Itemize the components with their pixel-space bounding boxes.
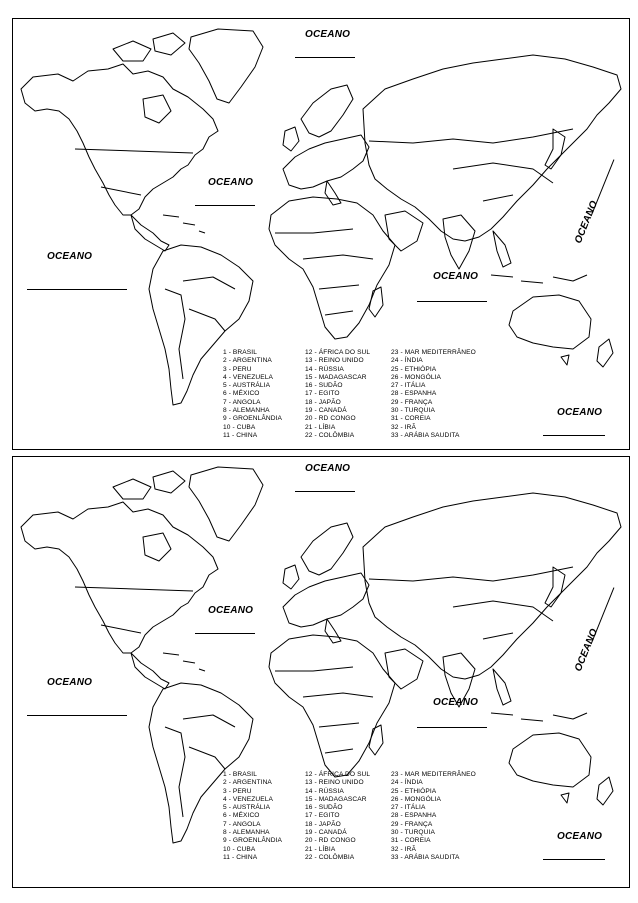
- legend-column-3: [391, 771, 476, 862]
- legend-item: 5 - AUSTRÁLIA: [223, 382, 271, 390]
- arctic-islands: [113, 471, 185, 499]
- legend-item: 24 - ÍNDIA: [391, 357, 423, 365]
- answer-line-indian[interactable]: [417, 727, 487, 728]
- legend-item: 11 - CHINA: [223, 431, 258, 439]
- legend-item: 29 - FRANÇA: [391, 398, 433, 406]
- map-worksheet-top: [12, 18, 630, 450]
- answer-line-pacific-east[interactable]: [27, 289, 127, 290]
- answer-line-southern[interactable]: [543, 859, 605, 860]
- legend-item: 23 - MAR MEDITERRÂNEO: [391, 349, 476, 356]
- legend-item: 31 - COREIA: [391, 837, 431, 845]
- ocean-label-southern: OCEANO: [557, 831, 603, 842]
- legend-item: 29 - FRANÇA: [391, 820, 433, 828]
- legend-item: 27 - ITÁLIA: [391, 804, 426, 812]
- australia: [509, 295, 591, 349]
- answer-line-atlantic[interactable]: [195, 633, 255, 634]
- legend-item: 33 - ARÁBIA SAUDITA: [391, 431, 460, 439]
- legend-item: 19 - CANADÁ: [305, 407, 347, 415]
- legend-item: 30 - TURQUIA: [391, 407, 435, 415]
- ocean-label-pacific-west: OCEANO: [573, 199, 601, 246]
- hudson-bay: [143, 95, 171, 123]
- legend-item: 5 - AUSTRÁLIA: [223, 804, 271, 812]
- canada-border: [75, 149, 193, 153]
- legend-column-2: [305, 771, 370, 862]
- legend-item: 7 - ANGOLA: [223, 820, 261, 828]
- ocean-label-indian: OCEANO: [433, 697, 479, 708]
- legend-item: 9 - GROENLÂNDIA: [223, 415, 283, 423]
- legend-item: 2 - ARGENTINA: [223, 779, 272, 787]
- legend-item: 8 - ALEMANHA: [223, 407, 270, 415]
- legend-item: 20 - RD CONGO: [305, 837, 356, 845]
- legend-item: 12 - ÁFRICA DO SUL: [305, 771, 371, 778]
- africa: [269, 635, 395, 777]
- italy: [325, 619, 341, 643]
- arabia: [385, 649, 423, 689]
- scandinavia: [301, 523, 353, 575]
- indonesia: [491, 275, 587, 283]
- answer-line-atlantic[interactable]: [195, 205, 255, 206]
- legend-item: 14 - RÚSSIA: [305, 365, 344, 373]
- japan: [545, 567, 565, 607]
- legend-item: 3 - PERU: [223, 365, 252, 373]
- legend-item: 8 - ALEMANHA: [223, 829, 270, 837]
- legend-item: 13 - REINO UNIDO: [305, 357, 364, 365]
- legend-item: 3 - PERU: [223, 787, 252, 795]
- legend-item: 1 - BRASIL: [223, 771, 257, 778]
- greenland: [189, 467, 263, 541]
- answer-line-arctic[interactable]: [295, 57, 355, 58]
- answer-line-indian[interactable]: [417, 301, 487, 302]
- ocean-label-pacific-east: OCEANO: [47, 677, 93, 688]
- ocean-label-southern: OCEANO: [557, 407, 603, 418]
- legend-item: 32 - IRÃ: [391, 423, 416, 431]
- arctic-islands: [113, 33, 185, 61]
- legend-item: 10 - CUBA: [223, 423, 256, 431]
- north-america: [21, 64, 218, 215]
- china-border: [453, 601, 553, 639]
- legend-item: 10 - CUBA: [223, 845, 256, 853]
- legend-item: 32 - IRÃ: [391, 845, 416, 853]
- brazil-border: [183, 715, 235, 769]
- legend-item: 17 - EGITO: [305, 390, 340, 398]
- legend-item: 27 - ITÁLIA: [391, 382, 426, 390]
- legend-item: 7 - ANGOLA: [223, 398, 261, 406]
- legend-item: 25 - ETHIÓPIA: [391, 787, 437, 795]
- africa-borders: [275, 667, 373, 753]
- legend-column-1: [223, 771, 282, 862]
- legend-item: 1 - BRASIL: [223, 349, 257, 356]
- legend-item: 22 - COLÔMBIA: [305, 431, 355, 439]
- legend-column-1: [223, 349, 282, 440]
- legend-item: 23 - MAR MEDITERRÂNEO: [391, 771, 476, 778]
- new-zealand: [597, 339, 613, 367]
- india: [443, 215, 475, 269]
- legend-item: 24 - ÍNDIA: [391, 779, 423, 787]
- china-border: [453, 163, 553, 201]
- madagascar: [369, 287, 383, 317]
- legend-item: 17 - EGITO: [305, 812, 340, 820]
- europe-mainland: [283, 135, 369, 189]
- legend-item: 28 - ESPANHA: [391, 812, 437, 820]
- ocean-label-arctic: OCEANO: [305, 29, 351, 40]
- legend-item: 9 - GROENLÂNDIA: [223, 837, 283, 845]
- answer-line-arctic[interactable]: [295, 491, 355, 492]
- legend-item: 13 - REINO UNIDO: [305, 779, 364, 787]
- canada-border: [75, 587, 193, 591]
- british-isles: [283, 127, 299, 151]
- ocean-label-atlantic: OCEANO: [208, 177, 254, 188]
- legend-item: 21 - LÍBIA: [305, 845, 336, 853]
- europe-mainland: [283, 573, 369, 627]
- indonesia: [491, 713, 587, 721]
- ocean-label-pacific-east: OCEANO: [47, 251, 93, 262]
- arabia: [385, 211, 423, 251]
- legend-item: 2 - ARGENTINA: [223, 357, 272, 365]
- legend-item: 18 - JAPÃO: [305, 398, 341, 406]
- legend-item: 4 - VENEZUELA: [223, 795, 274, 803]
- madagascar: [369, 725, 383, 755]
- legend-item: 26 - MONGÓLIA: [391, 373, 442, 381]
- legend-item: 18 - JAPÃO: [305, 820, 341, 828]
- legend-column-2: [305, 349, 370, 440]
- legend-item: 28 - ESPANHA: [391, 390, 437, 398]
- southeast-asia: [493, 231, 511, 267]
- russia-border: [369, 567, 573, 581]
- legend-item: 6 - MÉXICO: [223, 812, 260, 820]
- scandinavia: [301, 85, 353, 137]
- tasmania: [561, 793, 569, 803]
- legend-item: 12 - ÁFRICA DO SUL: [305, 349, 371, 356]
- british-isles: [283, 565, 299, 589]
- brazil-border: [183, 277, 235, 331]
- legend-item: 4 - VENEZUELA: [223, 373, 274, 381]
- ocean-label-arctic: OCEANO: [305, 463, 351, 474]
- greenland: [189, 29, 263, 103]
- russia-border: [369, 129, 573, 143]
- caribbean-islands: [163, 653, 205, 671]
- legend-item: 19 - CANADÁ: [305, 829, 347, 837]
- legend-item: 14 - RÚSSIA: [305, 787, 344, 795]
- north-america: [21, 502, 218, 653]
- legend-item: 26 - MONGÓLIA: [391, 795, 442, 803]
- legend-item: 16 - SUDÃO: [305, 804, 343, 812]
- legend-item: 16 - SUDÃO: [305, 382, 343, 390]
- ocean-label-pacific-west: OCEANO: [573, 627, 601, 674]
- tasmania: [561, 355, 569, 365]
- legend-item: 30 - TURQUIA: [391, 829, 435, 837]
- map-worksheet-bottom: [12, 456, 630, 888]
- legend-item: 21 - LÍBIA: [305, 423, 336, 431]
- legend-item: 15 - MADAGASCAR: [305, 373, 367, 381]
- country-legend: [223, 349, 523, 449]
- legend-item: 33 - ARÁBIA SAUDITA: [391, 853, 460, 861]
- ocean-label-indian: OCEANO: [433, 271, 479, 282]
- legend-item: 15 - MADAGASCAR: [305, 795, 367, 803]
- answer-line-southern[interactable]: [543, 435, 605, 436]
- italy: [325, 181, 341, 205]
- asia-mainland: [363, 55, 621, 241]
- new-zealand: [597, 777, 613, 805]
- legend-item: 31 - COREIA: [391, 415, 431, 423]
- legend-item: 22 - COLÔMBIA: [305, 853, 355, 861]
- southeast-asia: [493, 669, 511, 705]
- ocean-label-atlantic: OCEANO: [208, 605, 254, 616]
- answer-line-pacific-east[interactable]: [27, 715, 127, 716]
- legend-item: 11 - CHINA: [223, 853, 258, 861]
- legend-item: 25 - ETHIÓPIA: [391, 365, 437, 373]
- japan: [545, 129, 565, 169]
- legend-column-3: [391, 349, 476, 440]
- country-legend: [223, 771, 523, 871]
- legend-item: 6 - MÉXICO: [223, 390, 260, 398]
- africa-borders: [275, 229, 373, 315]
- hudson-bay: [143, 533, 171, 561]
- legend-item: 20 - RD CONGO: [305, 415, 356, 423]
- caribbean-islands: [163, 215, 205, 233]
- central-america: [131, 653, 169, 689]
- central-america: [131, 215, 169, 251]
- africa: [269, 197, 395, 339]
